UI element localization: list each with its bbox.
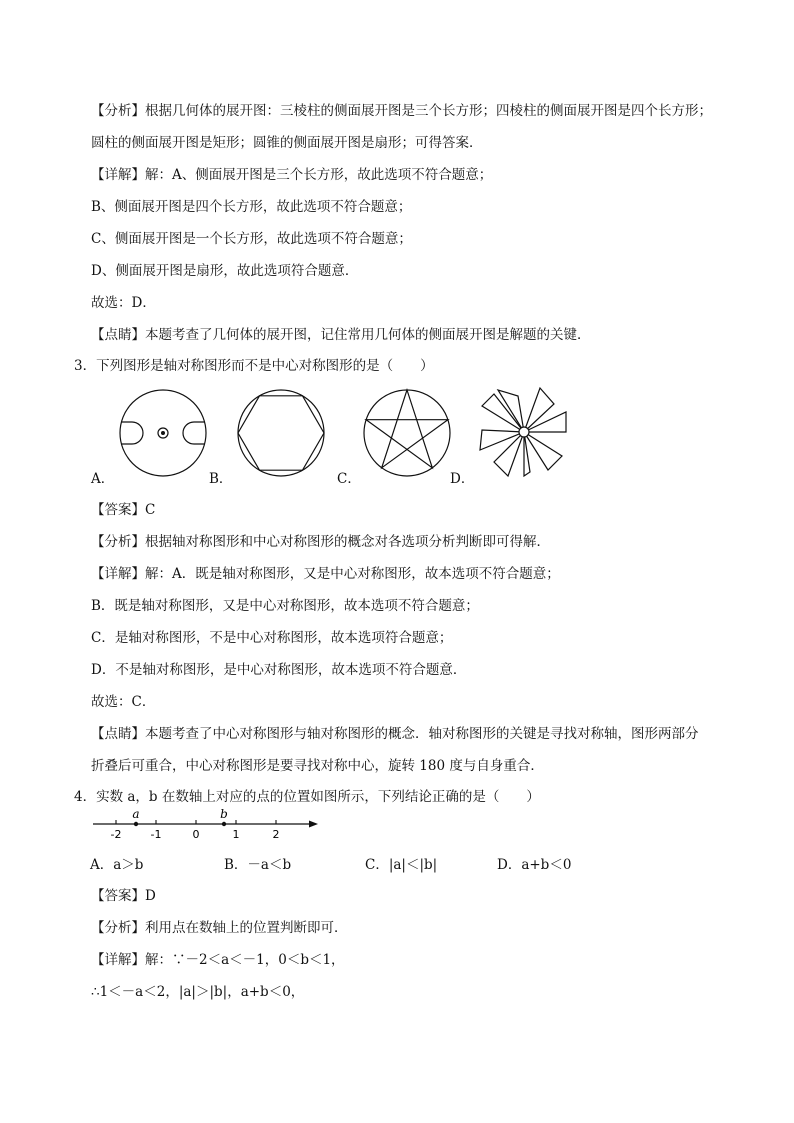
q2-analysis-line1: 【分析】根据几何体的展开图：三棱柱的侧面展开图是三个长方形；四棱柱的侧面展开图是四个长方形； [91,103,712,119]
q2-detail: 【详解】解：A、侧面展开图是三个长方形，故此选项不符合题意； [91,167,493,183]
number-line-arrow [309,821,318,828]
q4-analysis: 【分析】利用点在数轴上的位置判断即可． [91,920,348,936]
figure-a-circle-with-notches [118,388,208,478]
q3-comment-line2: 折叠后可重合，中心对称图形是要寻找对称中心，旋转 180 度与自身重合． [91,758,544,774]
q4-question: 4．实数 a，b 在数轴上对应的点的位置如图所示，下列结论正确的是（ ） [74,789,540,805]
q2-comment: 【点睛】本题考查了几何体的展开图，记住常用几何体的侧面展开图是解题的关键． [91,327,591,343]
figure-c-pentagram-in-circle [362,388,452,478]
q2-analysis-line2: 圆柱的侧面展开图是矩形；圆锥的侧面展开图是扇形；可得答案． [91,135,483,151]
q2-option-d: D、侧面展开图是扇形，故此选项符合题意． [91,263,359,279]
q4-conclusion: ∴1＜－a＜2，|a|＞|b|，a+b＜0， [91,984,305,1000]
q3-option-a-label: A． [91,471,115,487]
q3-option-d-explain: D．不是轴对称图形，是中心对称图形，故本选项不符合题意． [91,662,467,678]
point-b-label: b [220,807,228,821]
q4-answer: 【答案】D [91,888,156,904]
q2-choose: 故选：D． [91,295,156,311]
q4-option-d: D．a+b＜0 [497,857,572,873]
q3-option-b-label: B． [209,471,233,487]
q4-detail: 【详解】解：∵－2＜a＜－1，0＜b＜1， [91,952,345,968]
q3-detail: 【详解】解：A．既是轴对称图形，又是中心对称图形，故本选项不符合题意； [91,566,560,582]
q3-answer: 【答案】C [91,502,156,518]
point-b-dot [222,822,226,826]
figure-d-pinwheel [478,386,570,478]
q2-option-c: C、侧面展开图是一个长方形，故此选项不符合题意； [91,231,412,247]
q3-option-c-explain: C．是轴对称图形，不是中心对称图形，故本选项符合题意； [91,630,453,646]
number-line-tick-label: -1 [150,828,162,841]
number-line-tick-label: 0 [192,828,200,841]
q2-option-b: B、侧面展开图是四个长方形，故此选项不符合题意； [91,199,412,215]
number-line [90,804,330,844]
number-line-tick-label: 1 [232,828,240,841]
q4-option-b: B．－a＜b [224,857,292,873]
q3-question: 3．下列图形是轴对称图形而不是中心对称图形的是（ ） [74,358,434,374]
point-a-dot [134,822,138,826]
q4-option-a: A．a＞b [90,857,144,873]
q3-option-d-label: D． [450,471,475,487]
q3-analysis: 【分析】根据轴对称图形和中心对称图形的概念对各选项分析判断即可得解． [91,534,550,550]
q3-comment-line1: 【点睛】本题考查了中心对称图形与轴对称图形的概念．轴对称图形的关键是寻找对称轴，图形两部分 [91,726,699,742]
q3-option-b-explain: B．既是轴对称图形，又是中心对称图形，故本选项不符合题意； [91,598,479,614]
number-line-tick-label: -2 [110,828,122,841]
figure-b-hexagon-in-circle [236,388,326,478]
number-line-tick-label: 2 [272,828,280,841]
q4-option-c: C．|a|＜|b| [365,857,438,873]
q3-choose: 故选：C． [91,694,156,710]
point-a-label: a [132,807,140,821]
q3-option-c-label: C． [337,471,361,487]
